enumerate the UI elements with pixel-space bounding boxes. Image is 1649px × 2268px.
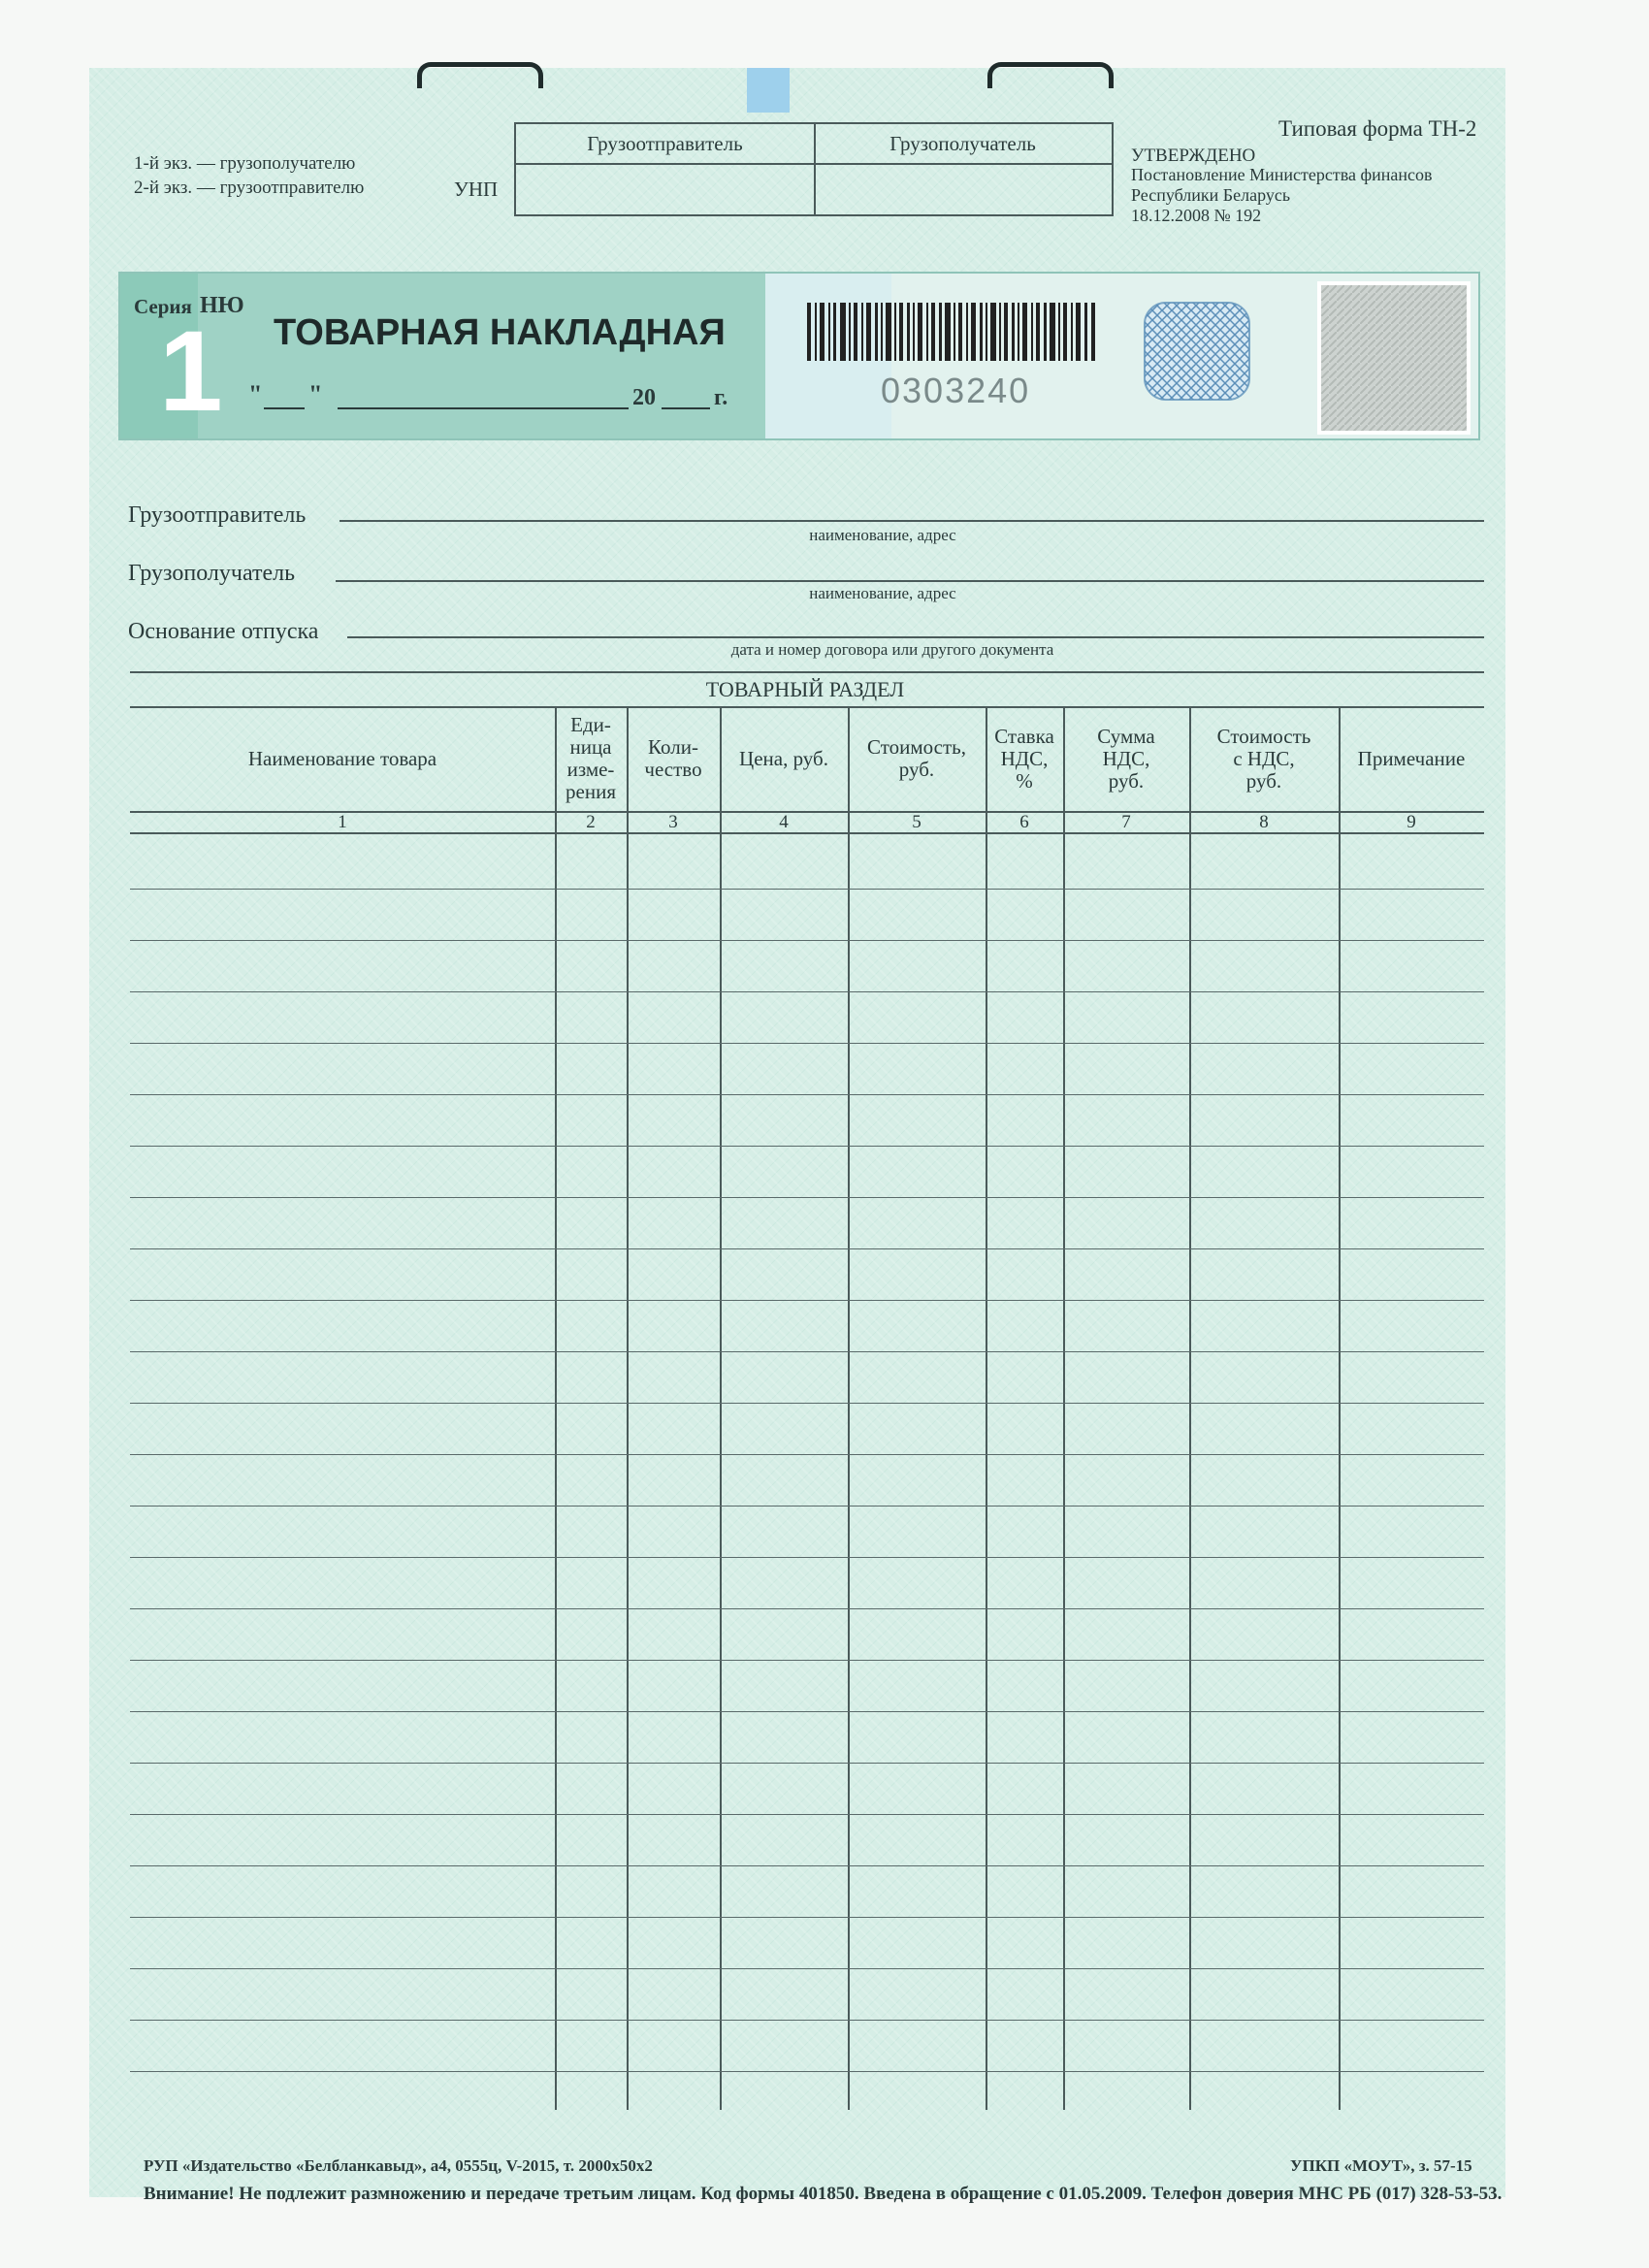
section-title: ТОВАРНЫЙ РАЗДЕЛ xyxy=(705,677,905,701)
consignee-label: Грузополучатель xyxy=(128,561,296,586)
approval-line: Республики Беларусь xyxy=(1131,185,1291,205)
copy-first-note: 1-й экз. — грузополучателю xyxy=(134,153,356,174)
column-number: 7 xyxy=(1121,812,1131,832)
table-header-cell: Сумма НДС, руб. xyxy=(1097,724,1155,793)
publisher-note: РУП «Издательство «Белбланкавыд», а4, 0555ц, V-2015, т. 2000х50х2 xyxy=(144,2156,653,2175)
hologram-sticker xyxy=(1317,281,1471,435)
series-label: Серия xyxy=(134,295,192,318)
date-year-field[interactable] xyxy=(662,407,710,409)
table-header-cell: Стоимость, руб. xyxy=(866,735,966,781)
serial-number: 0303240 xyxy=(881,371,1031,410)
table-header-cell: Стоимость с НДС, руб. xyxy=(1216,724,1311,793)
consignee-caption: наименование, адрес xyxy=(809,584,956,602)
document-title: ТОВАРНАЯ НАКЛАДНАЯ xyxy=(274,312,726,353)
basis-field[interactable] xyxy=(347,636,1484,638)
form-type-title: Типовая форма ТН-2 xyxy=(1278,116,1477,141)
column-number: 5 xyxy=(912,812,922,832)
column-number: 4 xyxy=(779,812,789,832)
shipper-caption: наименование, адрес xyxy=(809,526,956,544)
column-number: 9 xyxy=(1406,812,1416,832)
column-number: 6 xyxy=(1019,812,1029,832)
column-number: 8 xyxy=(1259,812,1269,832)
table-header-cell: Еди- ница изме- рения xyxy=(566,713,616,803)
date-day-field[interactable] xyxy=(264,407,305,409)
date-year-prefix: 20 xyxy=(632,385,656,410)
copy-number: 1 xyxy=(159,308,223,436)
basis-label: Основание отпуска xyxy=(128,619,319,644)
blue-tab xyxy=(747,68,790,113)
table-header-cell: Наименование товара xyxy=(247,746,437,770)
unp-shipper-field[interactable] xyxy=(518,165,812,211)
printer-note: УПКП «МОУТ», з. 57-15 xyxy=(1290,2156,1472,2175)
copy-second-note: 2-й экз. — грузоотправителю xyxy=(134,178,365,198)
series-value: НЮ xyxy=(200,293,244,318)
column-number: 1 xyxy=(338,812,347,832)
warning-notice xyxy=(144,2184,1502,2205)
table-header-cell: Ставка НДС, % xyxy=(994,724,1054,793)
unp-consignee-field[interactable] xyxy=(816,165,1110,211)
approved-label: УТВЕРЖДЕНО xyxy=(1131,146,1256,166)
column-number: 3 xyxy=(668,812,678,832)
binder-ring-icon xyxy=(417,62,543,88)
warning-part: Введена в обращение с 01.05.2009. Телефон доверия МНС РБ (017) 328-53-53. xyxy=(863,2184,1503,2204)
title-banner xyxy=(118,272,1480,440)
barcode-icon xyxy=(807,303,1098,361)
approval-line: 18.12.2008 № 192 xyxy=(1131,206,1262,225)
hologram-pattern-icon xyxy=(1321,285,1467,431)
date-quote-open: " xyxy=(248,380,263,408)
date-quote-close: " xyxy=(308,380,323,408)
date-month-field[interactable] xyxy=(338,407,629,409)
unp-shipper-header: Грузоотправитель xyxy=(587,132,743,155)
hologram-icon xyxy=(1143,301,1251,402)
consignee-field[interactable] xyxy=(336,580,1484,582)
unp-label: УНП xyxy=(454,178,499,201)
table-header-cell: Коли- чество xyxy=(644,735,702,781)
shipper-field[interactable] xyxy=(340,520,1484,522)
form-code: Код формы 401850. xyxy=(700,2184,859,2204)
unp-consignee-header: Грузополучатель xyxy=(889,132,1036,155)
warning-part: Внимание! Не подлежит размножению и передаче третьим лицам. xyxy=(144,2184,696,2204)
basis-caption: дата и номер договора или другого документа xyxy=(730,640,1054,659)
unp-box xyxy=(514,122,1114,216)
table-header-cell: Цена, руб. xyxy=(739,746,828,770)
shipper-label: Грузоотправитель xyxy=(128,502,307,528)
date-year-suffix: г. xyxy=(714,385,728,410)
column-number: 2 xyxy=(586,812,596,832)
binder-ring-icon xyxy=(987,62,1114,88)
table-header-cell: Примечание xyxy=(1357,746,1466,770)
divider xyxy=(130,671,1484,673)
approval-line: Постановление Министерства финансов xyxy=(1131,165,1433,184)
